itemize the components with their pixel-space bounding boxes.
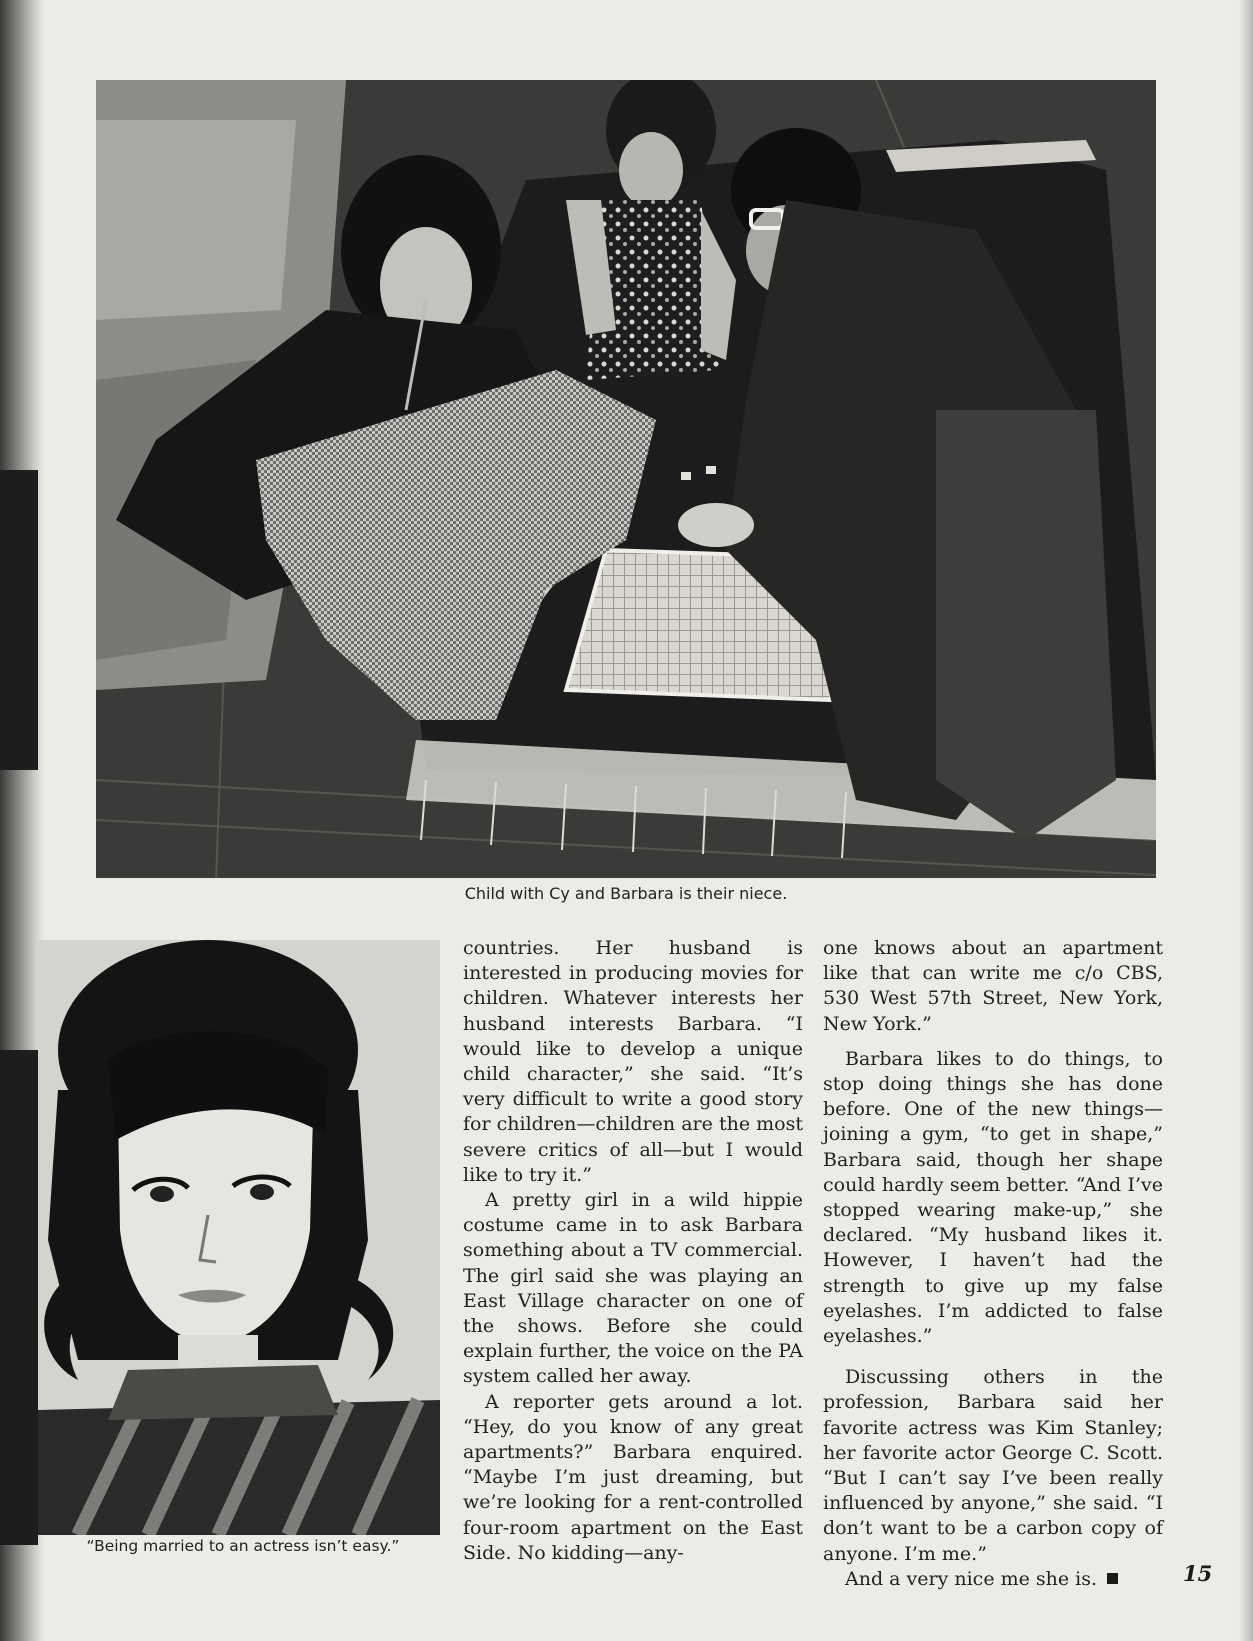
article-paragraph: A reporter gets around a lot. “Hey, do you know of any great apartments?” Barbara enquired. “Maybe I’m just dreaming, but we’re looking for a rent-controlled four-room apartment on the East Side. No kidding—any- <box>463 1390 803 1564</box>
family-game-photo <box>96 80 1156 878</box>
article-column-2 <box>823 936 1163 1592</box>
article-paragraph: Barbara likes to do things, to stop doing things she has done before. One of the new things—joining a gym, “to get in shape,” Barbara said, though her shape could hardly seem better. “And I’ve stopped wearing make-up,” she declared. “My husband likes it. However, I haven’t had the strength to give up my false eyelashes. I’m addicted to false eyelashes.” <box>823 1047 1163 1348</box>
end-of-article-mark <box>1107 1573 1118 1584</box>
article-paragraph: one knows about an apartment like that can write me c/o CBS, 530 West 57th Street, New York, New York.” <box>823 937 1163 1035</box>
portrait-photo <box>38 940 440 1535</box>
top-photo-caption: Child with Cy and Barbara is their niece. <box>464 884 788 903</box>
adjacent-page-photo-edge <box>0 470 38 770</box>
portrait-caption: “Being married to an actress isn’t easy.” <box>86 1537 400 1555</box>
adjacent-page-photo-edge-lower <box>0 1050 38 1545</box>
article-paragraph: Discussing others in the profession, Barbara said her favorite actress was Kim Stanley; her favorite actor George C. Scott. “But I can’t say I’ve been really influenced by anyone,” she said. “I don’t want to be a carbon copy of anyone. I’m me.” <box>823 1366 1163 1565</box>
page-right-edge <box>1239 0 1253 1641</box>
page-number: 15 <box>1183 1561 1213 1586</box>
article-paragraph: countries. Her husband is interested in producing movies for children. Whatever interests her husband interests Barbara. “I would like to develop a unique child character,” she said. “It’s very difficult to write a good story for children—children are the most severe critics of all—but I would like to try it.” <box>463 937 803 1186</box>
article-paragraph: A pretty girl in a wild hippie costume came in to ask Barbara something about a TV commercial. The girl said she was playing an East Village character on one of the shows. Before she could explain further, the voice on the PA system called her away. <box>463 1189 803 1388</box>
article-closing-text: And a very nice me she is. <box>845 1567 1098 1590</box>
article-column-1 <box>463 936 803 1566</box>
article-closing-line <box>823 1567 1163 1592</box>
